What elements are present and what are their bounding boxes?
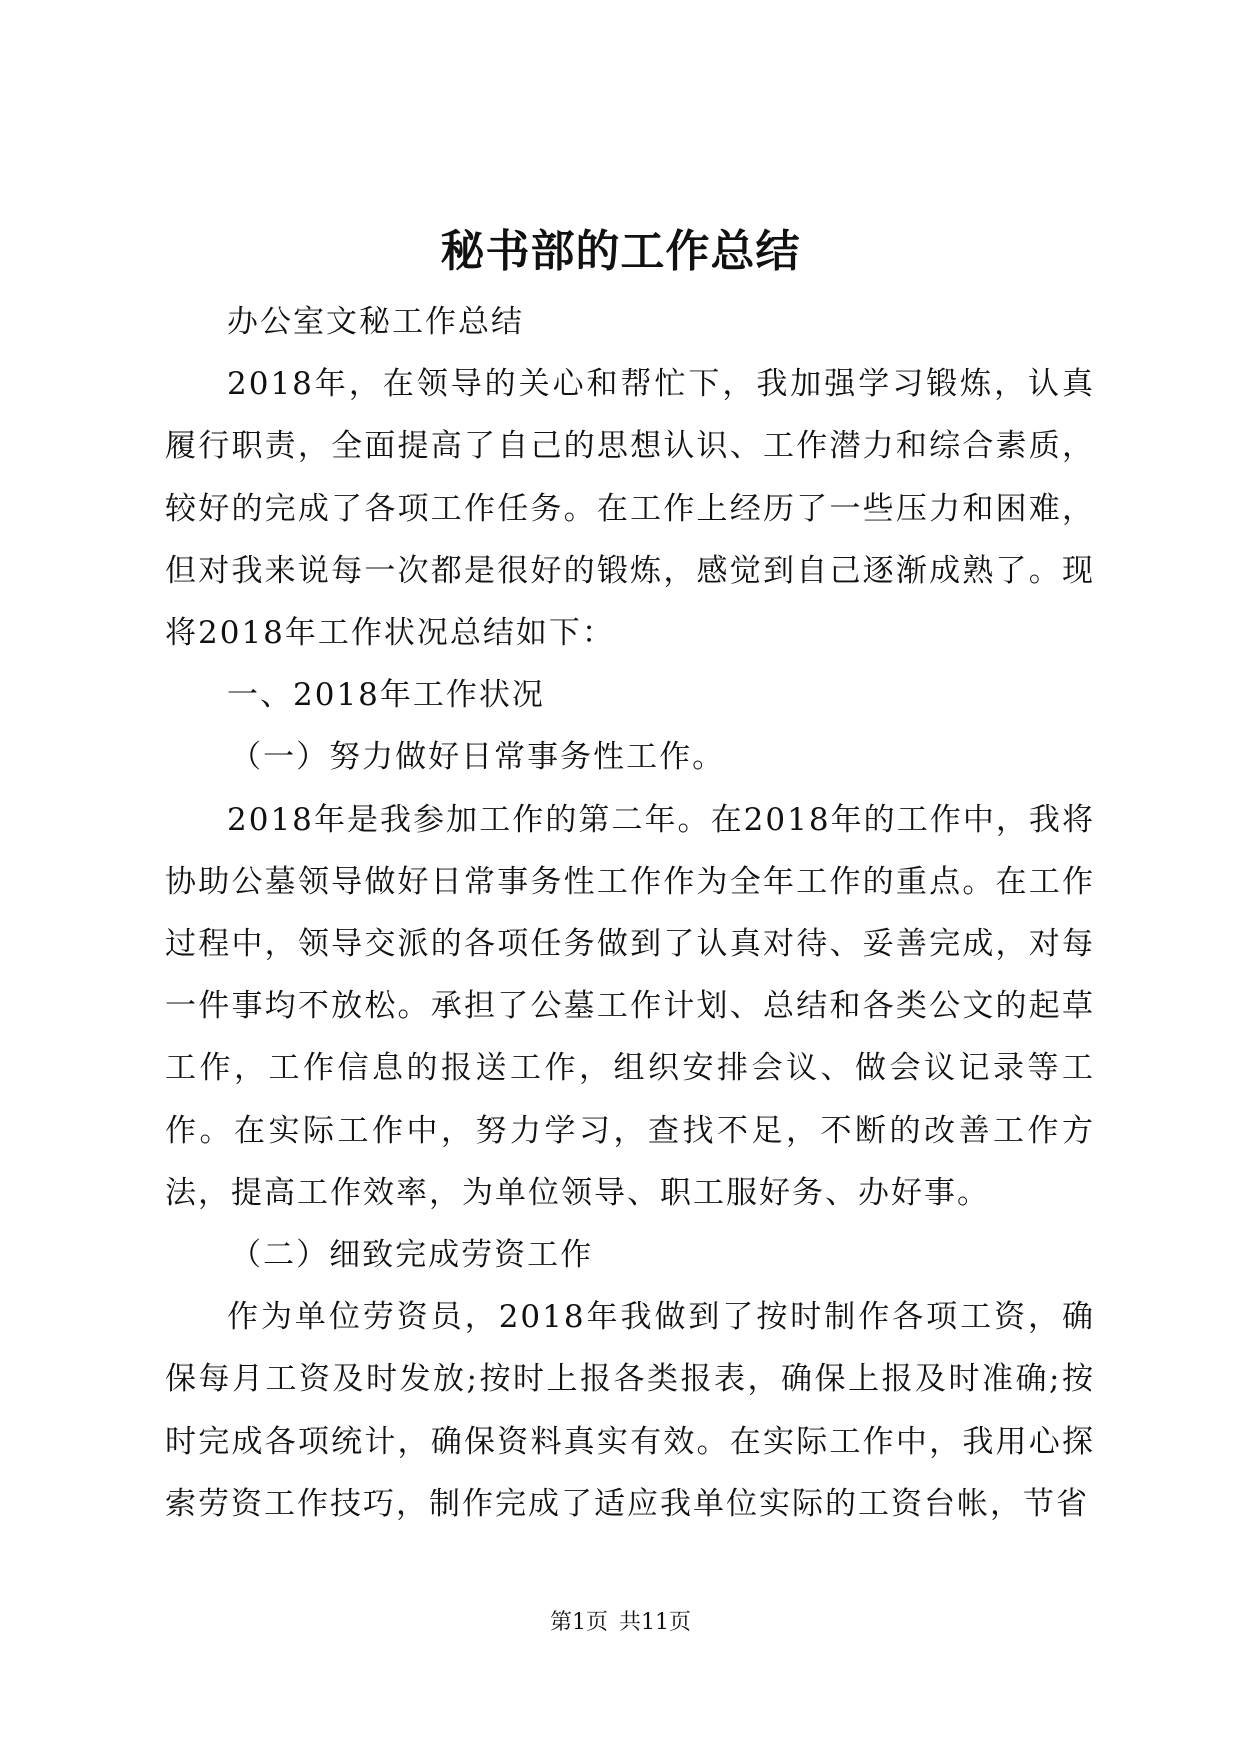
- subsection-heading-1: （一）努力做好日常事务性工作。: [230, 739, 726, 776]
- page-total: 共11页: [619, 1610, 691, 1635]
- paragraph-subtitle: 办公室文秘工作总结: [227, 304, 524, 340]
- paragraph-daily-work: 2018年是我参加工作的第二年。在2018年的工作中，我将协助公墓领导做好日常事务性工作作为全年工作的重点。在工作过程中，领导交派的各项任务做到了认真对待、妥善完成，对每一件事均不放松。承担了公墓工作计划、总结和各类公文的起草工作，工作信息的报送工作，组织安排会议、做会议记录等工作。在实际工作中，努力学习，查找不足，不断的改善工作方法，提高工作效率，为单位领导、职工服好务、办好事。: [165, 801, 1095, 1211]
- document-title: 秘书部的工作总结: [440, 226, 801, 277]
- paragraph-intro: 2018年，在领导的关心和帮忙下，我加强学习锻炼，认真履行职责，全面提高了自己的思想认识、工作潜力和综合素质，较好的完成了各项工作任务。在工作上经历了一些压力和困难，但对我来说每一次都是很好的锻炼，感觉到自己逐渐成熟了。现将2018年工作状况总结如下：: [165, 366, 1095, 652]
- document-body: [165, 291, 1095, 1535]
- paragraph-payroll-work: 作为单位劳资员，2018年我做到了按时制作各项工资，确保每月工资及时发放;按时上报各类报表，确保上报及时准确;按时完成各项统计，确保资料真实有效。在实际工作中，我用心探索劳资工作技巧，制作完成了适应我单位实际的工资台帐，节省: [165, 1299, 1095, 1522]
- subsection-heading-2: （二）细致完成劳资工作: [230, 1237, 594, 1274]
- page-number: 第1页: [550, 1610, 608, 1635]
- section-heading-1: 一、2018年工作状况: [227, 677, 545, 714]
- page-footer: [0, 1608, 1241, 1638]
